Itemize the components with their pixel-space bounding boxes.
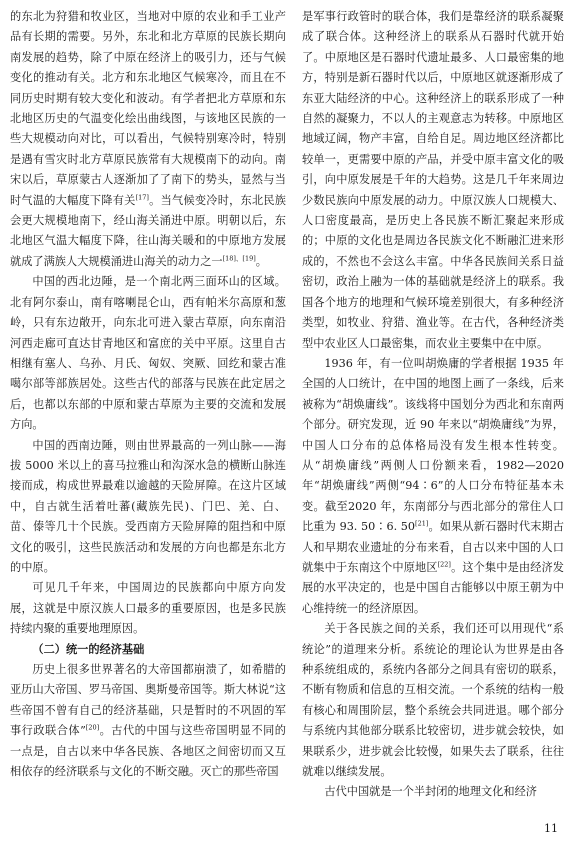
paragraph-right-4: 古代中国就是一个半封闭的地理文化和经济 bbox=[324, 785, 537, 799]
citation-ref: [18]、[19] bbox=[222, 254, 256, 263]
paragraph-right-2 bbox=[302, 354, 564, 619]
text-run: 1936 年，有一位叫胡焕庸的学者根据 1935 年全国的人口统计，在中国的地图上画了一条线，后来被称为“胡焕庸线”。该线将中国划分为西北和东南两个部分。研究发现，近 90 年来以“胡焕庸线”为界，中国人口分布的总体格局没有发生根本性转变。从“胡焕庸线”两侧人口份额来看，1982—2020 年“胡焕庸线”两侧“94∶6”的人口分布特征基本未变。截至2020 年，东南部分与西北部分的常住人口比重为 93. 50∶6. 50 bbox=[302, 356, 564, 534]
text-run: 。 bbox=[255, 254, 267, 268]
left-column bbox=[10, 7, 286, 782]
text-run: 的东北为狩猎和牧业区，当地对中原的农业和手工业产品有长期的需要。另外，东北和北方草原的民族长期向南发展的趋势，除了中原在经济上的吸引力，还与气候变化的推动有关。北方和东北地区气候寒冷，而且在不同历史时期有较大变化和波动。有学者把北方草原和东北地区历史的气温变化绘出曲线图，与该地区民族的一些大规模动向对比，可以看出，气候特别寒冷时，特别是遇有雪灾时北方草原民族常有大规模南下的动向。南宋以后，草原蒙古人逐渐加了了南下的势头，显然与当时气温的大幅度下降有关 bbox=[10, 10, 286, 207]
right-column bbox=[302, 7, 564, 803]
paragraph-left-5 bbox=[10, 660, 286, 782]
citation-ref: [17] bbox=[135, 192, 149, 201]
paragraph-right-1: 是军事行政管时的联合体，我们是靠经济的联系凝聚成了联合体。这种经济上的联系从石器时代就开始了。中原地区是石器时代遗址最多、人口最密集的地方，特别是新石器时代以后，中原地区就逐渐形成了东亚大陆经济的中心。这种经济上的联系形成了一种自然的凝聚力，不以人的主观意志为转移。中原地区地域辽阔，物产丰富，自给自足。周边地区经济都比较单一，更需要中原的产品，并受中原丰富文化的吸引，向中原发展是千年的大趋势。这是几千年来周边少数民族向中原发展的动力。中原汉族人口规模大、人口密度最高，是历史上各民族不断汇聚起来形成的；中原的文化也是周边各民族文化不断融汇进来形成的，不然也不会这么丰富。中华各民族间关系日益密切，政治上融为一体的基础就是经济上的联系。我国各个地方的地理和气候环境差别很大，有多种经济类型，如牧业、狩猎、渔业等。在古代，各种经济类型中农业区人口最密集，而农业主要集中在中原。 bbox=[302, 10, 564, 350]
paragraph-left-4: 可见几千年来，中国周边的民族都向中原方向发展，这就是中原汉族人口最多的重要原因，也是多民族持续内聚的重要地理原因。 bbox=[10, 581, 286, 636]
paragraph-left-3: 中国的西南边陲，则由世界最高的一列山脉——海拔 5000 米以上的喜马拉雅山和沟深水急的横断山脉连接而成，构成世界最难以逾越的天险屏障。在这片区域中，自古就生活着吐蕃(藏族先民)、门巴、羌、白、苗、傣等几十个民族。受西南方天险屏障的阻挡和中原文化的吸引，这些民族活动和发展的方向也都是东北方的中原。 bbox=[10, 438, 286, 574]
paragraph-left-2: 中国的西北边陲，是一个南北两三面环山的区域。北有阿尔泰山，南有喀喇昆仑山，西有帕米尔高原和葱岭，只有东边敞开，向东北可进入蒙古草原，向东南沿河西走廊可直达甘青地区和富庶的关中平原。这里自古相继有塞人、乌孙、月氏、匈奴、突厥、回纥和蒙古准噶尔部等部族居处。这些古代的部落与民族在此定居之后，也都以东部的中原和蒙古草原为主要的交流和发展方向。 bbox=[10, 275, 286, 432]
text-run: 历史上很多世界著名的大帝国都崩溃了，如希腊的亚历山大帝国、罗马帝国、奥斯曼帝国等。斯大林说“这些帝国不曾有自己的经济基础，只是暂时的不巩固的军事行政联合体” bbox=[10, 663, 286, 738]
text-run: 。这个集中是由经济发展的水平决定的，也是中国自古能够以中原王朝为中心维持统一的经济原因。 bbox=[302, 560, 564, 615]
text-run: 。古代的中国与这些帝国明显不同的一点是，自古以来中华各民族、各地区之间密切而又互相依存的经济联系与文化的不断交融。灭亡的那些帝国 bbox=[10, 724, 286, 779]
citation-ref: [21] bbox=[415, 519, 429, 528]
paragraph-left-1 bbox=[10, 7, 286, 272]
section-heading: （二）统一的经济基础 bbox=[32, 642, 145, 656]
citation-ref: [22] bbox=[437, 560, 451, 569]
text-run: 。如果从新石器时代末期古人和早期农业遗址的分布来看，自古以来中国的人口就集中于东南这个中原地区 bbox=[302, 520, 564, 574]
paragraph-right-3: 关于各民族之间的关系，我们还可以用现代“系统论”的道理来分析。系统论的理论认为世界是由各种系统组成的，系统内各部分之间具有密切的联系，不断有物质和信息的互相交流。一个系统的结构一般有核心和周围阶层，整个系统会共同进退。哪个部分与系统内其他部分联系比较密切，进步就会较快，如果联系少，进步就会比较慢，如果失去了联系，往往就难以继续发展。 bbox=[302, 622, 564, 779]
text-run: 。当气候变冷时，东北民族会更大规模地南下，经山海关涌进中原。明朝以后，东北地区气温大幅度下降，往山海关暖和的中原地方发展就成了满族人大规模涌进山海关的动力之一 bbox=[10, 193, 286, 268]
page-number: 11 bbox=[544, 822, 558, 835]
citation-ref: [20] bbox=[85, 723, 100, 732]
